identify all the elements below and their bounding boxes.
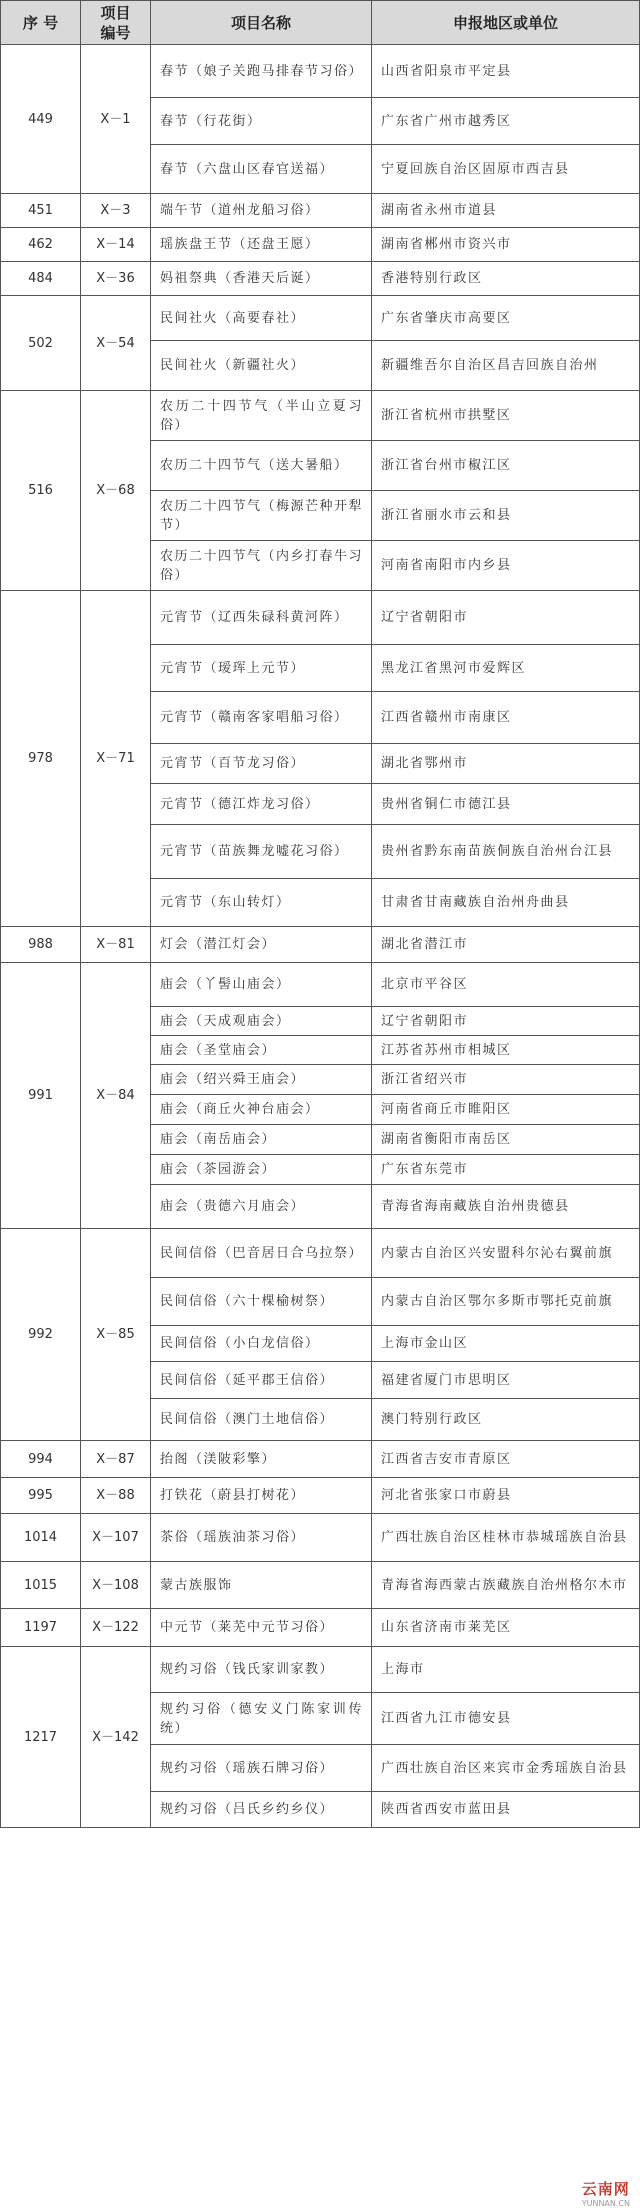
region-cell: 湖南省郴州市资兴市 xyxy=(372,228,640,262)
item-name-cell: 元宵节（辽西朱碌科黄河阵） xyxy=(151,591,372,645)
item-name-cell: 规约习俗（德安义门陈家训传统） xyxy=(151,1693,372,1745)
seq-cell: 991 xyxy=(1,963,81,1229)
code-cell: Ⅹ－71 xyxy=(81,591,151,927)
item-name-cell: 庙会（绍兴舜王庙会） xyxy=(151,1065,372,1095)
item-name-cell: 庙会（商丘火神台庙会） xyxy=(151,1095,372,1125)
seq-cell: 992 xyxy=(1,1229,81,1441)
item-name-cell: 端午节（道州龙船习俗） xyxy=(151,194,372,228)
item-name-cell: 农历二十四节气（内乡打春牛习俗） xyxy=(151,541,372,591)
item-name-cell: 民间社火（高要春社） xyxy=(151,296,372,341)
item-name-cell: 春节（娘子关跑马排春节习俗） xyxy=(151,45,372,98)
table-body xyxy=(1,45,640,1828)
region-cell: 新疆维吾尔自治区昌吉回族自治州 xyxy=(372,341,640,391)
region-cell: 内蒙古自治区鄂尔多斯市鄂托克前旗 xyxy=(372,1278,640,1326)
region-cell: 贵州省黔东南苗族侗族自治州台江县 xyxy=(372,825,640,879)
region-cell: 江西省吉安市青原区 xyxy=(372,1441,640,1478)
item-name-cell: 庙会（贵德六月庙会） xyxy=(151,1185,372,1229)
item-name-cell: 规约习俗（吕氏乡约乡仪） xyxy=(151,1792,372,1828)
item-name-cell: 农历二十四节气（半山立夏习俗） xyxy=(151,391,372,441)
region-cell: 北京市平谷区 xyxy=(372,963,640,1007)
item-name-cell: 春节（行花街） xyxy=(151,98,372,145)
region-cell: 青海省海西蒙古族藏族自治州格尔木市 xyxy=(372,1562,640,1609)
item-name-cell: 规约习俗（钱氏家训家教） xyxy=(151,1647,372,1693)
seq-cell: 516 xyxy=(1,391,81,591)
table-row xyxy=(1,1609,640,1647)
region-cell: 广西壮族自治区来宾市金秀瑶族自治县 xyxy=(372,1745,640,1792)
region-cell: 宁夏回族自治区固原市西吉县 xyxy=(372,145,640,194)
item-name-cell: 庙会（圣堂庙会） xyxy=(151,1036,372,1065)
region-cell: 浙江省绍兴市 xyxy=(372,1065,640,1095)
seq-cell: 1015 xyxy=(1,1562,81,1609)
item-name-cell: 元宵节（东山转灯） xyxy=(151,879,372,927)
table-row xyxy=(1,963,640,1007)
code-cell: Ⅹ－36 xyxy=(81,262,151,296)
item-name-cell: 规约习俗（瑶族石牌习俗） xyxy=(151,1745,372,1792)
region-cell: 福建省厦门市思明区 xyxy=(372,1362,640,1399)
code-cell: Ⅹ－85 xyxy=(81,1229,151,1441)
item-name-cell: 民间信俗（澳门土地信俗） xyxy=(151,1399,372,1441)
item-name-cell: 农历二十四节气（送大暑船） xyxy=(151,441,372,491)
region-cell: 上海市金山区 xyxy=(372,1326,640,1362)
item-name-cell: 民间信俗（巴音居日合乌拉祭） xyxy=(151,1229,372,1278)
code-cell: Ⅹ－84 xyxy=(81,963,151,1229)
table-row xyxy=(1,194,640,228)
item-name-cell: 庙会（茶园游会） xyxy=(151,1155,372,1185)
item-name-cell: 民间社火（新疆社火） xyxy=(151,341,372,391)
seq-cell: 978 xyxy=(1,591,81,927)
region-cell: 江苏省苏州市相城区 xyxy=(372,1036,640,1065)
code-cell: Ⅹ－81 xyxy=(81,927,151,963)
table-row xyxy=(1,1478,640,1514)
item-name-cell: 庙会（丫髻山庙会） xyxy=(151,963,372,1007)
seq-cell: 994 xyxy=(1,1441,81,1478)
region-cell: 广西壮族自治区桂林市恭城瑶族自治县 xyxy=(372,1514,640,1562)
table-row xyxy=(1,927,640,963)
item-name-cell: 元宵节（赣南客家唱船习俗） xyxy=(151,692,372,744)
item-name-cell: 元宵节（德江炸龙习俗） xyxy=(151,784,372,825)
item-name-cell: 庙会（天成观庙会） xyxy=(151,1007,372,1036)
region-cell: 浙江省台州市椒江区 xyxy=(372,441,640,491)
item-name-cell: 抬阁（渼陂彩擎） xyxy=(151,1441,372,1478)
table-row xyxy=(1,591,640,645)
region-cell: 辽宁省朝阳市 xyxy=(372,1007,640,1036)
seq-cell: 484 xyxy=(1,262,81,296)
seq-cell: 988 xyxy=(1,927,81,963)
item-name-cell: 民间信俗（六十棵榆树祭） xyxy=(151,1278,372,1326)
region-cell: 河北省张家口市蔚县 xyxy=(372,1478,640,1514)
seq-cell: 462 xyxy=(1,228,81,262)
code-cell: Ⅹ－107 xyxy=(81,1514,151,1562)
table-row xyxy=(1,1441,640,1478)
seq-cell: 1217 xyxy=(1,1647,81,1828)
seq-cell: 1197 xyxy=(1,1609,81,1647)
header-name: 项目名称 xyxy=(151,1,372,45)
region-cell: 江西省九江市德安县 xyxy=(372,1693,640,1745)
region-cell: 江西省赣州市南康区 xyxy=(372,692,640,744)
header-code: 项目 编号 xyxy=(81,1,151,45)
item-name-cell: 茶俗（瑶族油茶习俗） xyxy=(151,1514,372,1562)
yunnan-net-watermark: 云南网 YUNNAN.CN xyxy=(578,2178,634,2208)
code-cell: Ⅹ－1 xyxy=(81,45,151,194)
table-row xyxy=(1,1647,640,1693)
item-name-cell: 民间信俗（小白龙信俗） xyxy=(151,1326,372,1362)
region-cell: 甘肃省甘南藏族自治州舟曲县 xyxy=(372,879,640,927)
seq-cell: 449 xyxy=(1,45,81,194)
seq-cell: 1014 xyxy=(1,1514,81,1562)
item-name-cell: 打铁花（蔚县打树花） xyxy=(151,1478,372,1514)
table-header-row xyxy=(1,1,640,45)
region-cell: 山东省济南市莱芜区 xyxy=(372,1609,640,1647)
seq-cell: 995 xyxy=(1,1478,81,1514)
region-cell: 广东省肇庆市高要区 xyxy=(372,296,640,341)
item-name-cell: 元宵节（百节龙习俗） xyxy=(151,744,372,784)
item-name-cell: 元宵节（苗族舞龙嘘花习俗） xyxy=(151,825,372,879)
region-cell: 内蒙古自治区兴安盟科尔沁右翼前旗 xyxy=(372,1229,640,1278)
seq-cell: 451 xyxy=(1,194,81,228)
header-seq: 序 号 xyxy=(1,1,81,45)
region-cell: 陕西省西安市蓝田县 xyxy=(372,1792,640,1828)
code-cell: Ⅹ－68 xyxy=(81,391,151,591)
region-cell: 贵州省铜仁市德江县 xyxy=(372,784,640,825)
item-name-cell: 庙会（南岳庙会） xyxy=(151,1125,372,1155)
table-row xyxy=(1,1562,640,1609)
region-cell: 湖南省永州市道县 xyxy=(372,194,640,228)
table-row xyxy=(1,1514,640,1562)
region-cell: 上海市 xyxy=(372,1647,640,1693)
region-cell: 黑龙江省黑河市爱辉区 xyxy=(372,645,640,692)
code-cell: Ⅹ－54 xyxy=(81,296,151,391)
region-cell: 澳门特别行政区 xyxy=(372,1399,640,1441)
table-row xyxy=(1,1229,640,1278)
code-cell: Ⅹ－142 xyxy=(81,1647,151,1828)
region-cell: 山西省阳泉市平定县 xyxy=(372,45,640,98)
code-cell: Ⅹ－122 xyxy=(81,1609,151,1647)
item-name-cell: 瑶族盘王节（还盘王愿） xyxy=(151,228,372,262)
region-cell: 湖北省鄂州市 xyxy=(372,744,640,784)
item-name-cell: 灯会（潜江灯会） xyxy=(151,927,372,963)
item-name-cell: 民间信俗（延平郡王信俗） xyxy=(151,1362,372,1399)
region-cell: 浙江省丽水市云和县 xyxy=(372,491,640,541)
region-cell: 湖南省衡阳市南岳区 xyxy=(372,1125,640,1155)
table-row xyxy=(1,296,640,341)
item-name-cell: 妈祖祭典（香港天后诞） xyxy=(151,262,372,296)
code-cell: Ⅹ－87 xyxy=(81,1441,151,1478)
table-row xyxy=(1,391,640,441)
table-row xyxy=(1,228,640,262)
region-cell: 浙江省杭州市拱墅区 xyxy=(372,391,640,441)
region-cell: 香港特别行政区 xyxy=(372,262,640,296)
region-cell: 河南省商丘市睢阳区 xyxy=(372,1095,640,1125)
item-name-cell: 元宵节（瑷珲上元节） xyxy=(151,645,372,692)
code-cell: Ⅹ－3 xyxy=(81,194,151,228)
region-cell: 湖北省潜江市 xyxy=(372,927,640,963)
header-region: 申报地区或单位 xyxy=(372,1,640,45)
code-cell: Ⅹ－88 xyxy=(81,1478,151,1514)
code-cell: Ⅹ－108 xyxy=(81,1562,151,1609)
region-cell: 青海省海南藏族自治州贵德县 xyxy=(372,1185,640,1229)
item-name-cell: 蒙古族服饰 xyxy=(151,1562,372,1609)
region-cell: 广东省广州市越秀区 xyxy=(372,98,640,145)
item-name-cell: 中元节（莱芜中元节习俗） xyxy=(151,1609,372,1647)
region-cell: 河南省南阳市内乡县 xyxy=(372,541,640,591)
seq-cell: 502 xyxy=(1,296,81,391)
region-cell: 辽宁省朝阳市 xyxy=(372,591,640,645)
item-name-cell: 农历二十四节气（梅源芒种开犁节） xyxy=(151,491,372,541)
item-name-cell: 春节（六盘山区春官送福） xyxy=(151,145,372,194)
code-cell: Ⅹ－14 xyxy=(81,228,151,262)
table-row xyxy=(1,262,640,296)
table-row xyxy=(1,45,640,98)
region-cell: 广东省东莞市 xyxy=(372,1155,640,1185)
